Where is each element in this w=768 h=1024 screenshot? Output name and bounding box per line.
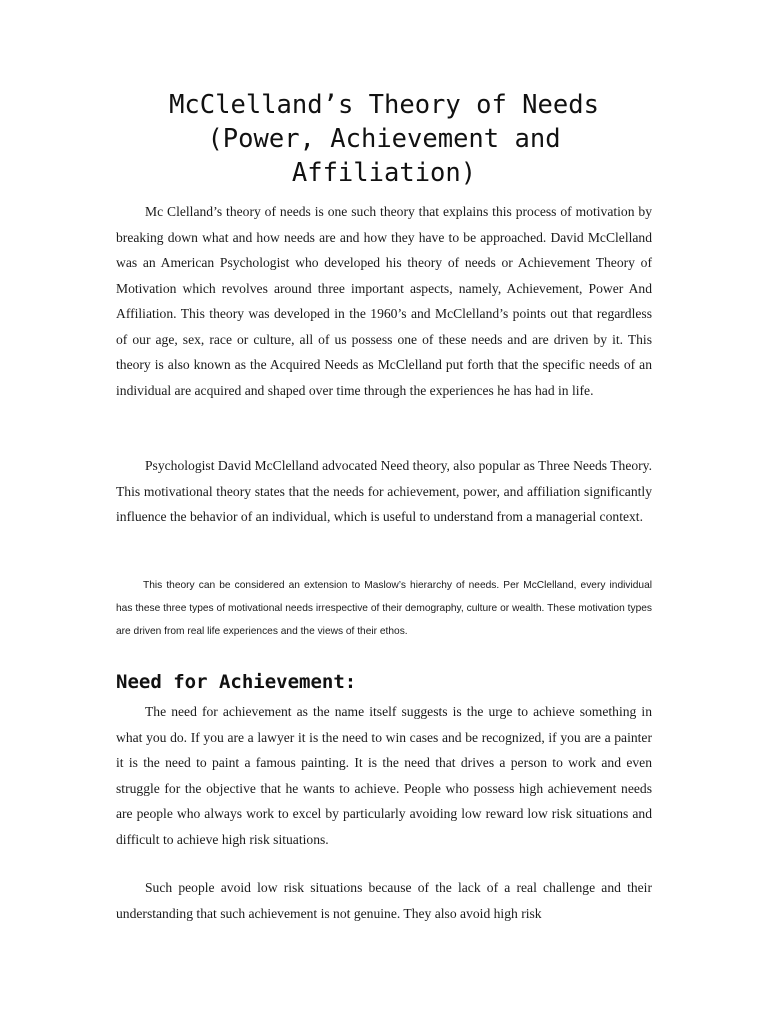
- section-heading-achievement: Need for Achievement:: [116, 671, 357, 693]
- achievement-paragraph: The need for achievement as the name itself suggests is the urge to achieve something in what you do. If you are a lawyer it is the need to win cases and be recognized, if you are a painter it is the need to paint a famous painting. It is the need that drives a person to work and even struggle for the objective that he wants to achieve. People who possess high achievement needs are people who always work to excel by particularly avoiding low reward low risk situations and difficult to achieve high risk situations.: [116, 704, 652, 847]
- intro-paragraph: Mc Clelland’s theory of needs is one such theory that explains this process of motivation by breaking down what and how needs are and how they have to be approached. David McClelland was an American Psychologist who developed his theory of needs or Achievement Theory of Motivation which revolves around three important aspects, namely, Achievement, Power And Affiliation. This theory was developed in the 1960’s and McClelland’s points out that regardless of our age, sex, race or culture, all of us possess one of these needs and are driven by it. This theory is also known as the Acquired Needs as McClelland put forth that the specific needs of an individual are acquired and shaped over time through the experiences he has had in life.: [116, 204, 652, 398]
- title-line-2: (Power, Achievement and: [207, 124, 561, 154]
- risk-paragraph: Such people avoid low risk situations because of the lack of a real challenge and their understanding that such achievement is not genuine. They also avoid high risk: [116, 880, 652, 921]
- title-line-1: McClelland’s Theory of Needs: [169, 90, 599, 120]
- risk-paragraph-block: [116, 875, 652, 926]
- achievement-paragraph-block: [116, 699, 652, 852]
- title-line-3: Affiliation): [291, 158, 477, 188]
- need-theory-paragraph-block: [116, 453, 652, 530]
- need-theory-paragraph: Psychologist David McClelland advocated Need theory, also popular as Three Needs Theory. This motivational theory states that the needs for achievement, power, and affiliation significantly influence the behavior of an individual, which is useful to understand from a managerial context.: [116, 458, 652, 524]
- document-title: [100, 88, 668, 190]
- maslow-note-paragraph: This theory can be considered an extension to Maslow’s hierarchy of needs. Per McClelland, every individual has these three types of motivational needs irrespective of their demography, culture or wealth. These motivation types are driven from real life experiences and the views of their ethos.: [116, 580, 652, 637]
- intro-paragraph-block: [116, 199, 652, 403]
